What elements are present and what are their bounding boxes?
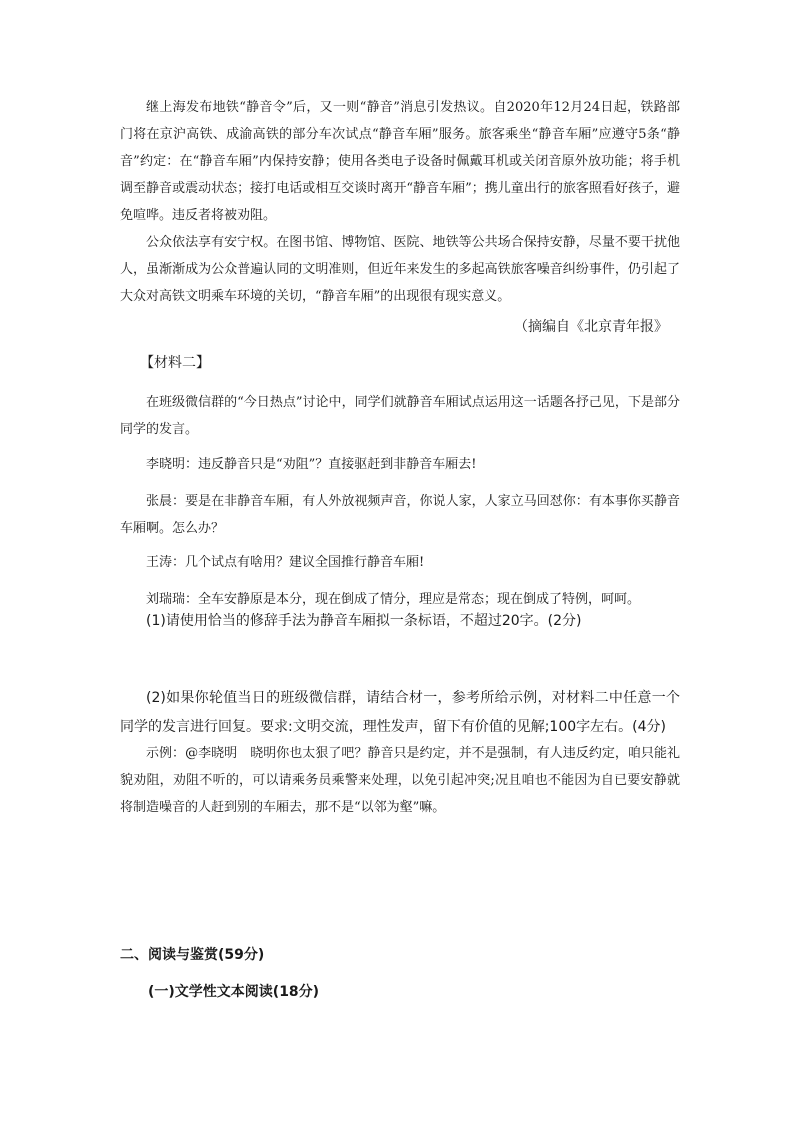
question-1: (1)请使用恰当的修辞手法为静音车厢拟一条标语，不超过20字。(2分)	[146, 613, 582, 629]
comment-li-xiaoming: 李晓明：违反静音只是“劝阻”？直接驱赶到非静音车厢去!	[146, 457, 477, 472]
material1-paragraph-1: 继上海发布地铁“静音令”后，又一则“静音”消息引发热议。自2020年12月24日起，铁路部门将在京沪高铁、成渝高铁的部分车次试点“静音车厢”服务。旅客乘坐“静音车厢”应遵守5条“静音”约定：在“静音车厢”内保持安静；使用各类电子设备时佩戴耳机或关闭音原外放功能；将手机调至静音或震动状态；接打电话或相互交谈时离开“静音车厢”；携儿童出行的旅客照看好孩子，避免喧哗。违反者将被劝阻。	[120, 100, 680, 223]
comment-liu-ruirui: 刘瑞瑞：全车安静原是本分，现在倒成了情分，理应是常态；现在倒成了特例，呵呵。	[146, 592, 641, 607]
material2-heading: 【材料二】	[140, 355, 210, 371]
comment-wang-tao: 王涛：几个试点有啥用？建议全国推行静音车厢!	[146, 555, 425, 570]
material1-source: （摘编自《北京青年报》	[514, 319, 668, 335]
section-2-subtitle: (一)文学性文本阅读(18分)	[148, 984, 320, 1000]
material2-intro: 在班级微信群的“今日热点”讨论中，同学们就静音车厢试点运用这一话题各抒己见，下是部分同学的发言。	[120, 395, 680, 437]
material1-paragraph-2: 公众依法享有安宁权。在图书馆、博物馆、医院、地铁等公共场合保持安静，尽量不要干扰他人，虽渐渐成为公众普遍认同的文明准则，但近年来发生的多起高铁旅客噪音纠纷事件，仍引起了大众对高铁文明乘车环境的关切，“静音车厢”的出现很有现实意义。	[120, 235, 680, 304]
example-reply: 示例：@李晓明 晓明你也太狠了吧？静音只是约定，并不是强制，有人违反约定，咱只能礼貌劝阻，劝阻不听的，可以请乘务员乘警来处理，以免引起冲突;况且咱也不能因为自已要安静就将制造噪音的人赶到别的车厢去，那不是“以邻为壑”嘛。	[120, 746, 680, 815]
comment-zhang-chen: 张晨：要是在非静音车厢，有人外放视频声音，你说人家，人家立马回怼你：有本事你买静音车厢啊。怎么办？	[120, 494, 680, 536]
section-2-title: 二、阅读与鉴赏(59分)	[120, 947, 265, 963]
question-2: (2)如果你轮值当日的班级微信群，请结合材一，参考所给示例，对材料二中任意一个同学的发言进行回复。要求:文明交流，理性发声，留下有价值的见解;100字左右。(4分)	[120, 690, 680, 735]
